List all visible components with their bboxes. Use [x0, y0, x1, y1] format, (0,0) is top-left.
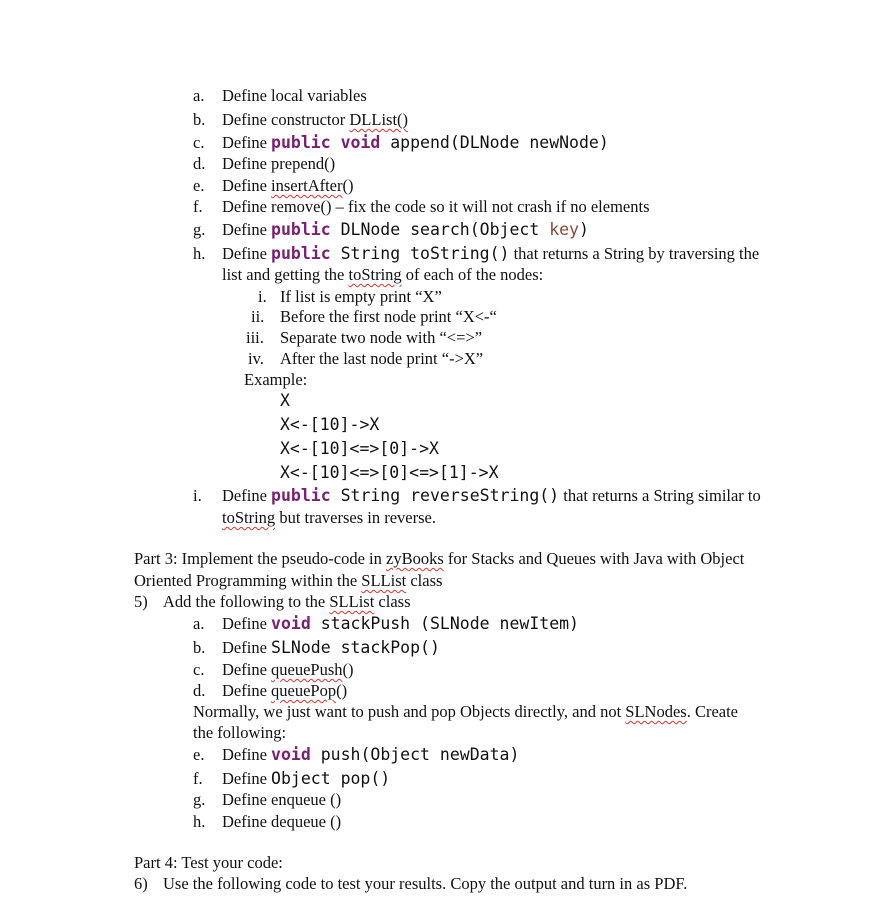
- part4-heading: Part 4: Test your code:: [134, 853, 283, 872]
- roman-ii-text: Before the first node print “X<-“: [280, 307, 497, 326]
- step5-text: Add the following to the SLList class: [163, 592, 411, 611]
- item-a-text: Define local variables: [222, 86, 367, 105]
- example-line-4: X<-[10]<=>[0]<=>[1]->X: [280, 463, 499, 482]
- p3-item-a-text: Define void stackPush (SLNode newItem): [222, 614, 579, 633]
- p3-item-e-text: Define void push(Object newData): [222, 745, 520, 764]
- p3-item-f-text: Define Object pop(): [222, 769, 391, 788]
- example-line-3: X<-[10]<=>[0]->X: [280, 439, 439, 458]
- p3-item-b-label: b.: [193, 638, 206, 657]
- item-c-text: Define public void append(DLNode newNode): [222, 133, 609, 152]
- roman-iv-label: iv.: [248, 349, 264, 368]
- roman-iii-label: iii.: [246, 328, 264, 347]
- roman-iv-text: After the last node print “->X”: [280, 349, 484, 368]
- step6-text: Use the following code to test your results. Copy the output and turn in as PDF.: [163, 874, 688, 893]
- roman-iii-text: Separate two node with “<=>”: [280, 328, 483, 347]
- item-i-label: i.: [193, 486, 202, 505]
- item-d-label: d.: [193, 154, 206, 173]
- part3-heading-line1: Part 3: Implement the pseudo-code in zyBooks for Stacks and Queues with Java with Object: [134, 549, 745, 568]
- p3-item-g-label: g.: [193, 790, 206, 809]
- part3-heading-line2: Oriented Programming within the SLList class: [134, 571, 443, 590]
- p3-item-h-label: h.: [193, 812, 206, 831]
- item-g-label: g.: [193, 220, 206, 239]
- step6-label: 6): [134, 874, 148, 893]
- item-i-text: Define public String reverseString() that returns a String similar to: [222, 486, 761, 505]
- item-f-text: Define remove() – fix the code so it will not crash if no elements: [222, 197, 650, 216]
- item-e-text: Define insertAfter(): [222, 176, 354, 195]
- item-d-text: Define prepend(): [222, 154, 336, 173]
- item-f-label: f.: [193, 197, 203, 216]
- item-h-continuation: list and getting the toString of each of the nodes:: [222, 265, 544, 284]
- item-b-text: Define constructor DLList(): [222, 110, 409, 129]
- item-e-label: e.: [193, 176, 205, 195]
- p3-item-c-text: Define queuePush(): [222, 660, 354, 679]
- item-g-text: Define public DLNode search(Object key): [222, 220, 589, 239]
- item-b-label: b.: [193, 110, 206, 129]
- item-h-text: Define public String toString() that returns a String by traversing the: [222, 244, 760, 263]
- item-a-label: a.: [193, 86, 205, 105]
- p3-item-h-text: Define dequeue (): [222, 812, 342, 831]
- roman-i-text: If list is empty print “X”: [280, 287, 442, 306]
- normally-line1: Normally, we just want to push and pop Objects directly, and not SLNodes. Create: [193, 702, 739, 721]
- p3-item-a-label: a.: [193, 614, 205, 633]
- p3-item-d-label: d.: [193, 681, 206, 700]
- example-line-1: X: [280, 391, 290, 410]
- item-c-label: c.: [193, 133, 205, 152]
- example-line-2: X<-[10]->X: [280, 415, 380, 434]
- p3-item-b-text: Define SLNode stackPop(): [222, 638, 440, 657]
- p3-item-d-text: Define queuePop(): [222, 681, 348, 700]
- item-h-label: h.: [193, 244, 206, 263]
- roman-i-label: i.: [258, 287, 267, 306]
- example-label: Example:: [244, 370, 308, 389]
- item-i-continuation: toString but traverses in reverse.: [222, 508, 436, 527]
- p3-item-e-label: e.: [193, 745, 205, 764]
- step5-label: 5): [134, 592, 148, 611]
- normally-line2: the following:: [193, 723, 287, 742]
- p3-item-g-text: Define enqueue (): [222, 790, 342, 809]
- roman-ii-label: ii.: [251, 307, 265, 326]
- dllist-constructor: DLList(): [349, 110, 409, 129]
- p3-item-c-label: c.: [193, 660, 205, 679]
- p3-item-f-label: f.: [193, 769, 203, 788]
